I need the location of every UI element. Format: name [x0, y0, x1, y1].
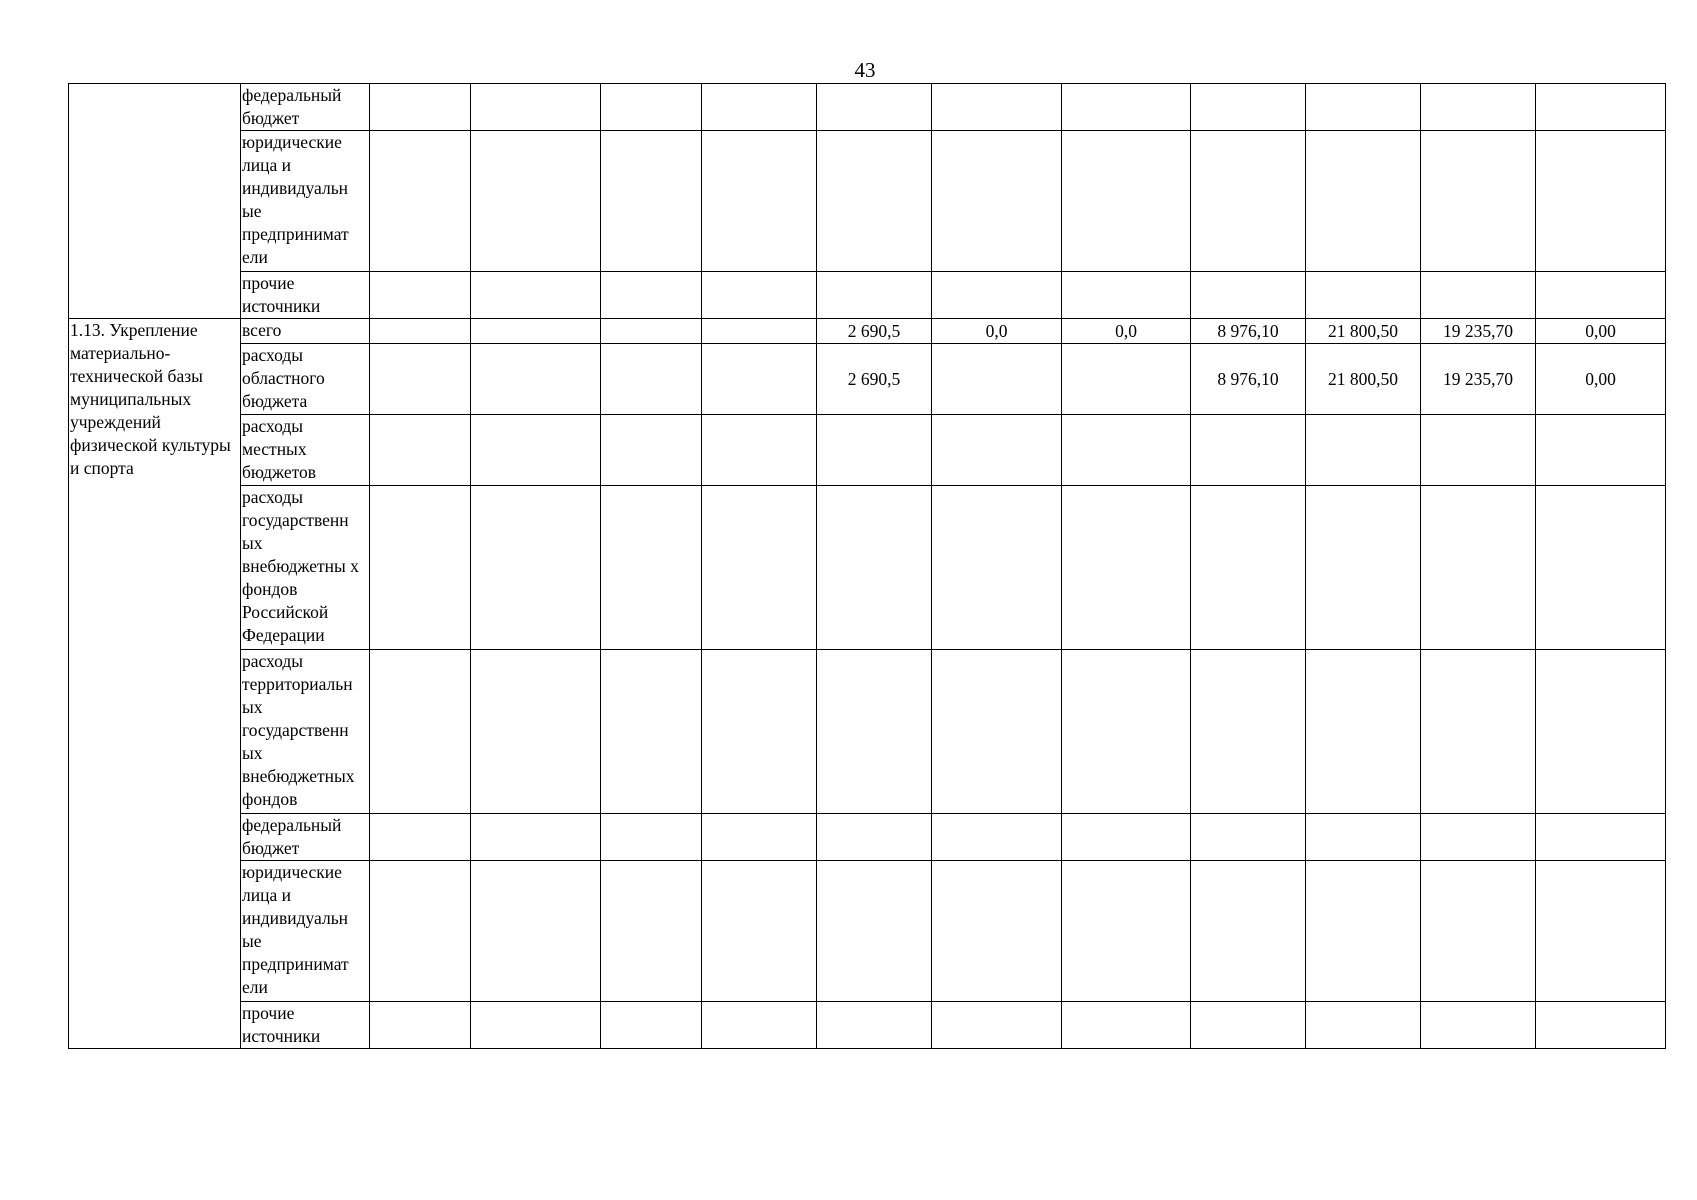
table-row — [69, 84, 1666, 131]
value-cell — [1062, 650, 1191, 814]
value-cell — [601, 131, 702, 272]
value-cell — [932, 84, 1062, 131]
value-cell — [1191, 650, 1306, 814]
value-cell — [702, 415, 817, 486]
table-row — [69, 486, 1666, 650]
funding-source-cell: всего — [241, 319, 370, 344]
value-cell — [932, 131, 1062, 272]
value-cell — [1062, 415, 1191, 486]
table-row — [69, 1002, 1666, 1049]
value-cell — [932, 486, 1062, 650]
funding-source-cell: федеральный бюджет — [241, 84, 370, 131]
value-cell — [1306, 415, 1421, 486]
value-cell — [702, 344, 817, 415]
value-cell — [1536, 415, 1666, 486]
value-cell — [471, 84, 601, 131]
value-cell — [601, 1002, 702, 1049]
value-cell — [1062, 84, 1191, 131]
table-row — [69, 814, 1666, 861]
value-cell: 21 800,50 — [1306, 344, 1421, 415]
funding-source-cell: прочие источники — [241, 1002, 370, 1049]
value-cell — [471, 650, 601, 814]
table-row — [69, 861, 1666, 1002]
value-cell: 0,0 — [932, 319, 1062, 344]
value-cell: 0,00 — [1536, 319, 1666, 344]
funding-source-cell: расходы областного бюджета — [241, 344, 370, 415]
value-cell — [1306, 814, 1421, 861]
value-cell — [702, 861, 817, 1002]
value-cell — [932, 344, 1062, 415]
value-cell — [932, 272, 1062, 319]
value-cell — [601, 319, 702, 344]
value-cell — [471, 486, 601, 650]
value-cell — [932, 861, 1062, 1002]
value-cell — [1306, 84, 1421, 131]
value-cell — [601, 861, 702, 1002]
value-cell — [370, 1002, 471, 1049]
value-cell — [1062, 1002, 1191, 1049]
value-cell — [1306, 650, 1421, 814]
value-cell — [1062, 272, 1191, 319]
value-cell — [1191, 814, 1306, 861]
value-cell: 8 976,10 — [1191, 344, 1306, 415]
value-cell — [817, 814, 932, 861]
page-number: 43 — [854, 58, 876, 82]
previous-measure-cell — [69, 84, 241, 319]
value-cell — [1421, 1002, 1536, 1049]
funding-source-cell: расходы территориальн ых государственн ых внебюджетных фондов — [241, 650, 370, 814]
funding-source-cell: расходы местных бюджетов — [241, 415, 370, 486]
value-cell — [702, 650, 817, 814]
value-cell — [1536, 272, 1666, 319]
value-cell — [471, 272, 601, 319]
value-cell — [601, 650, 702, 814]
value-cell: 8 976,10 — [1191, 319, 1306, 344]
value-cell — [817, 650, 932, 814]
value-cell — [1421, 131, 1536, 272]
value-cell — [1536, 131, 1666, 272]
value-cell — [1191, 84, 1306, 131]
value-cell — [1306, 486, 1421, 650]
value-cell — [1421, 814, 1536, 861]
value-cell — [1191, 1002, 1306, 1049]
value-cell — [1062, 344, 1191, 415]
value-cell — [471, 814, 601, 861]
value-cell — [702, 486, 817, 650]
value-cell — [817, 131, 932, 272]
value-cell — [702, 272, 817, 319]
value-cell — [932, 814, 1062, 861]
value-cell — [1421, 486, 1536, 650]
value-cell — [370, 84, 471, 131]
value-cell — [601, 344, 702, 415]
value-cell — [932, 1002, 1062, 1049]
value-cell — [370, 344, 471, 415]
value-cell — [370, 861, 471, 1002]
value-cell: 0,0 — [1062, 319, 1191, 344]
value-cell: 19 235,70 — [1421, 319, 1536, 344]
value-cell — [1536, 486, 1666, 650]
value-cell — [370, 272, 471, 319]
value-cell — [702, 1002, 817, 1049]
value-cell — [817, 861, 932, 1002]
budget-table-body — [69, 84, 1666, 1049]
value-cell — [601, 814, 702, 861]
value-cell — [1421, 650, 1536, 814]
value-cell — [932, 650, 1062, 814]
value-cell — [471, 1002, 601, 1049]
value-cell — [1306, 131, 1421, 272]
value-cell — [1536, 861, 1666, 1002]
value-cell — [471, 344, 601, 415]
value-cell — [1191, 272, 1306, 319]
value-cell — [370, 650, 471, 814]
value-cell: 0,00 — [1536, 344, 1666, 415]
value-cell — [370, 814, 471, 861]
funding-source-cell: расходы государственн ых внебюджетны х фондов Российской Федерации — [241, 486, 370, 650]
value-cell — [1062, 861, 1191, 1002]
value-cell — [1536, 84, 1666, 131]
table-row — [69, 319, 1666, 344]
value-cell — [817, 272, 932, 319]
value-cell — [817, 84, 932, 131]
value-cell: 2 690,5 — [817, 319, 932, 344]
value-cell — [471, 861, 601, 1002]
value-cell — [702, 814, 817, 861]
measure-title-cell: 1.13. Укрепление материально-технической базы муниципальных учреждений физической культуры и спорта — [69, 319, 241, 1049]
value-cell — [702, 319, 817, 344]
value-cell — [817, 415, 932, 486]
value-cell — [702, 131, 817, 272]
table-row — [69, 272, 1666, 319]
value-cell — [1536, 814, 1666, 861]
funding-source-cell: федеральный бюджет — [241, 814, 370, 861]
funding-source-cell: юридические лица и индивидуальн ые предпринимат ели — [241, 131, 370, 272]
value-cell — [1062, 131, 1191, 272]
value-cell — [601, 415, 702, 486]
value-cell — [601, 272, 702, 319]
value-cell — [1062, 814, 1191, 861]
value-cell: 2 690,5 — [817, 344, 932, 415]
value-cell — [1421, 272, 1536, 319]
value-cell — [932, 415, 1062, 486]
value-cell — [1191, 861, 1306, 1002]
value-cell — [601, 84, 702, 131]
value-cell — [471, 415, 601, 486]
funding-source-cell: прочие источники — [241, 272, 370, 319]
value-cell — [370, 415, 471, 486]
value-cell — [1306, 272, 1421, 319]
value-cell — [1536, 650, 1666, 814]
value-cell — [1421, 84, 1536, 131]
value-cell: 19 235,70 — [1421, 344, 1536, 415]
table-row — [69, 344, 1666, 415]
value-cell — [817, 486, 932, 650]
value-cell — [471, 319, 601, 344]
value-cell — [471, 131, 601, 272]
value-cell — [601, 486, 702, 650]
value-cell: 21 800,50 — [1306, 319, 1421, 344]
value-cell — [1421, 861, 1536, 1002]
value-cell — [370, 319, 471, 344]
value-cell — [1306, 861, 1421, 1002]
value-cell — [1536, 1002, 1666, 1049]
table-row — [69, 650, 1666, 814]
value-cell — [817, 1002, 932, 1049]
funding-source-cell: юридические лица и индивидуальн ые предпринимат ели — [241, 861, 370, 1002]
table-row — [69, 415, 1666, 486]
value-cell — [702, 84, 817, 131]
value-cell — [370, 131, 471, 272]
budget-table — [68, 83, 1666, 1049]
value-cell — [1191, 486, 1306, 650]
value-cell — [1062, 486, 1191, 650]
value-cell — [1306, 1002, 1421, 1049]
value-cell — [1421, 415, 1536, 486]
value-cell — [370, 486, 471, 650]
value-cell — [1191, 415, 1306, 486]
table-row — [69, 131, 1666, 272]
value-cell — [1191, 131, 1306, 272]
